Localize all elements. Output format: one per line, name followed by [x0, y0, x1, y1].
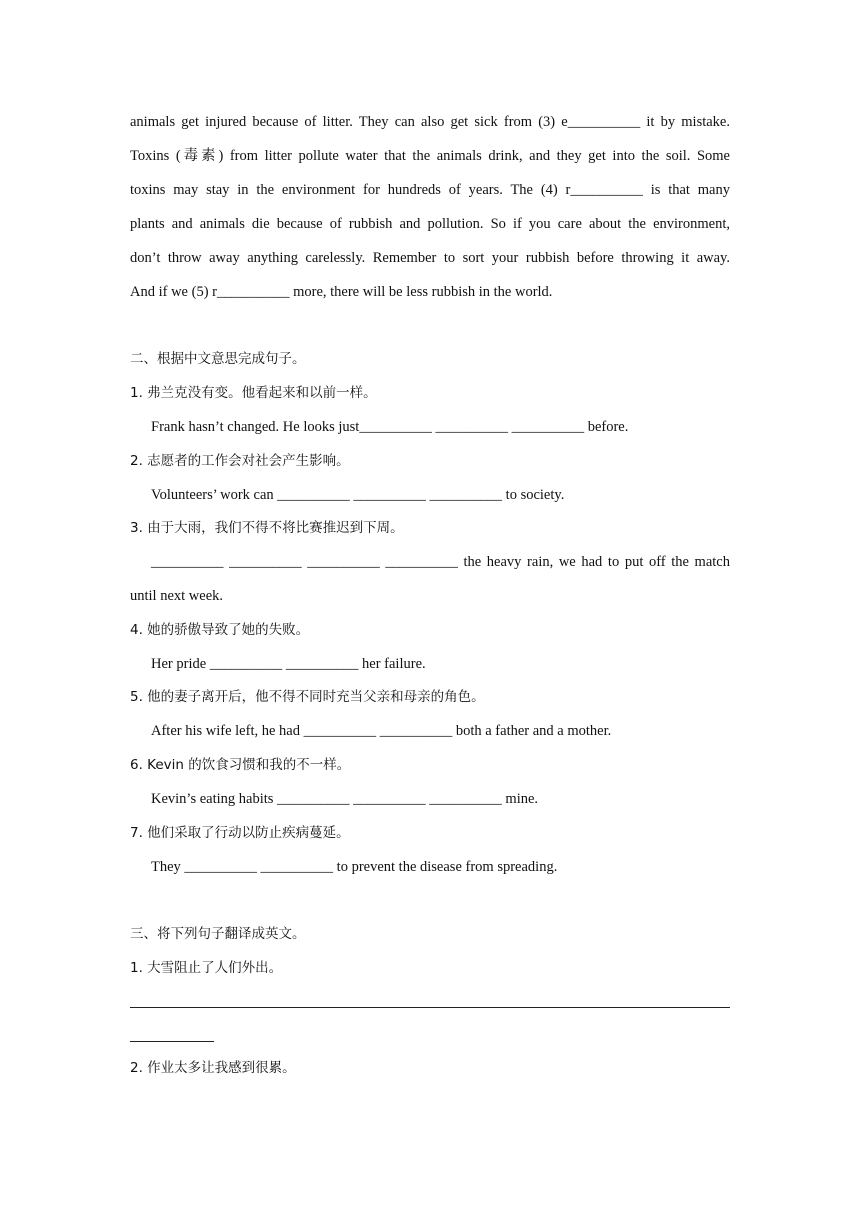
passage-line: animals get injured because of litter. They can also get sick from (3) e__________ it by mistake.: [130, 114, 730, 130]
question-sentence-en: __________ __________ __________ __________ the heavy rain, we had to put off the match: [151, 554, 730, 570]
question-prompt-cn: 1. 大雪阻止了人们外出。: [130, 960, 283, 976]
answer-line[interactable]: [130, 1007, 730, 1008]
question-sentence-en: Volunteers’ work can __________ __________ __________ to society.: [151, 487, 565, 503]
section-heading: 三、将下列句子翻译成英文。: [130, 926, 306, 942]
question-prompt-cn: 6. Kevin 的饮食习惯和我的不一样。: [130, 757, 351, 773]
question-sentence-en: Kevin’s eating habits __________ __________ __________ mine.: [151, 791, 539, 807]
question-prompt-cn: 3. 由于大雨，我们不得不将比赛推迟到下周。: [130, 520, 404, 536]
question-prompt-cn: 1. 弗兰克没有变。他看起来和以前一样。: [130, 385, 377, 401]
question-prompt-cn: 2. 志愿者的工作会对社会产生影响。: [130, 453, 350, 469]
question-prompt-cn: 7. 他们采取了行动以防止疾病蔓延。: [130, 825, 350, 841]
question-prompt-cn: 4. 她的骄傲导致了她的失败。: [130, 622, 310, 638]
question-sentence-en: They __________ __________ to prevent the disease from spreading.: [151, 859, 558, 875]
question-prompt-cn: 2. 作业太多让我感到很累。: [130, 1060, 296, 1076]
passage-line: Toxins (毒素) from litter pollute water that the animals drink, and they get into the soil. Some: [130, 148, 730, 164]
passage-line: And if we (5) r__________ more, there will be less rubbish in the world.: [130, 284, 553, 300]
passage-line: plants and animals die because of rubbish and pollution. So if you care about the environment,: [130, 216, 730, 232]
passage-line: toxins may stay in the environment for hundreds of years. The (4) r__________ is that many: [130, 182, 730, 198]
passage-line: don’t throw away anything carelessly. Remember to sort your rubbish before throwing it away.: [130, 250, 730, 266]
question-sentence-en: Her pride __________ __________ her failure.: [151, 656, 426, 672]
question-sentence-en: Frank hasn’t changed. He looks just__________ __________ __________ before.: [151, 419, 629, 435]
question-sentence-en: After his wife left, he had __________ __________ both a father and a mother.: [151, 723, 612, 739]
question-sentence-continuation: until next week.: [130, 588, 224, 604]
question-prompt-cn: 5. 他的妻子离开后，他不得不同时充当父亲和母亲的角色。: [130, 689, 485, 705]
section-heading: 二、根据中文意思完成句子。: [130, 351, 306, 367]
answer-line[interactable]: [130, 1041, 214, 1042]
